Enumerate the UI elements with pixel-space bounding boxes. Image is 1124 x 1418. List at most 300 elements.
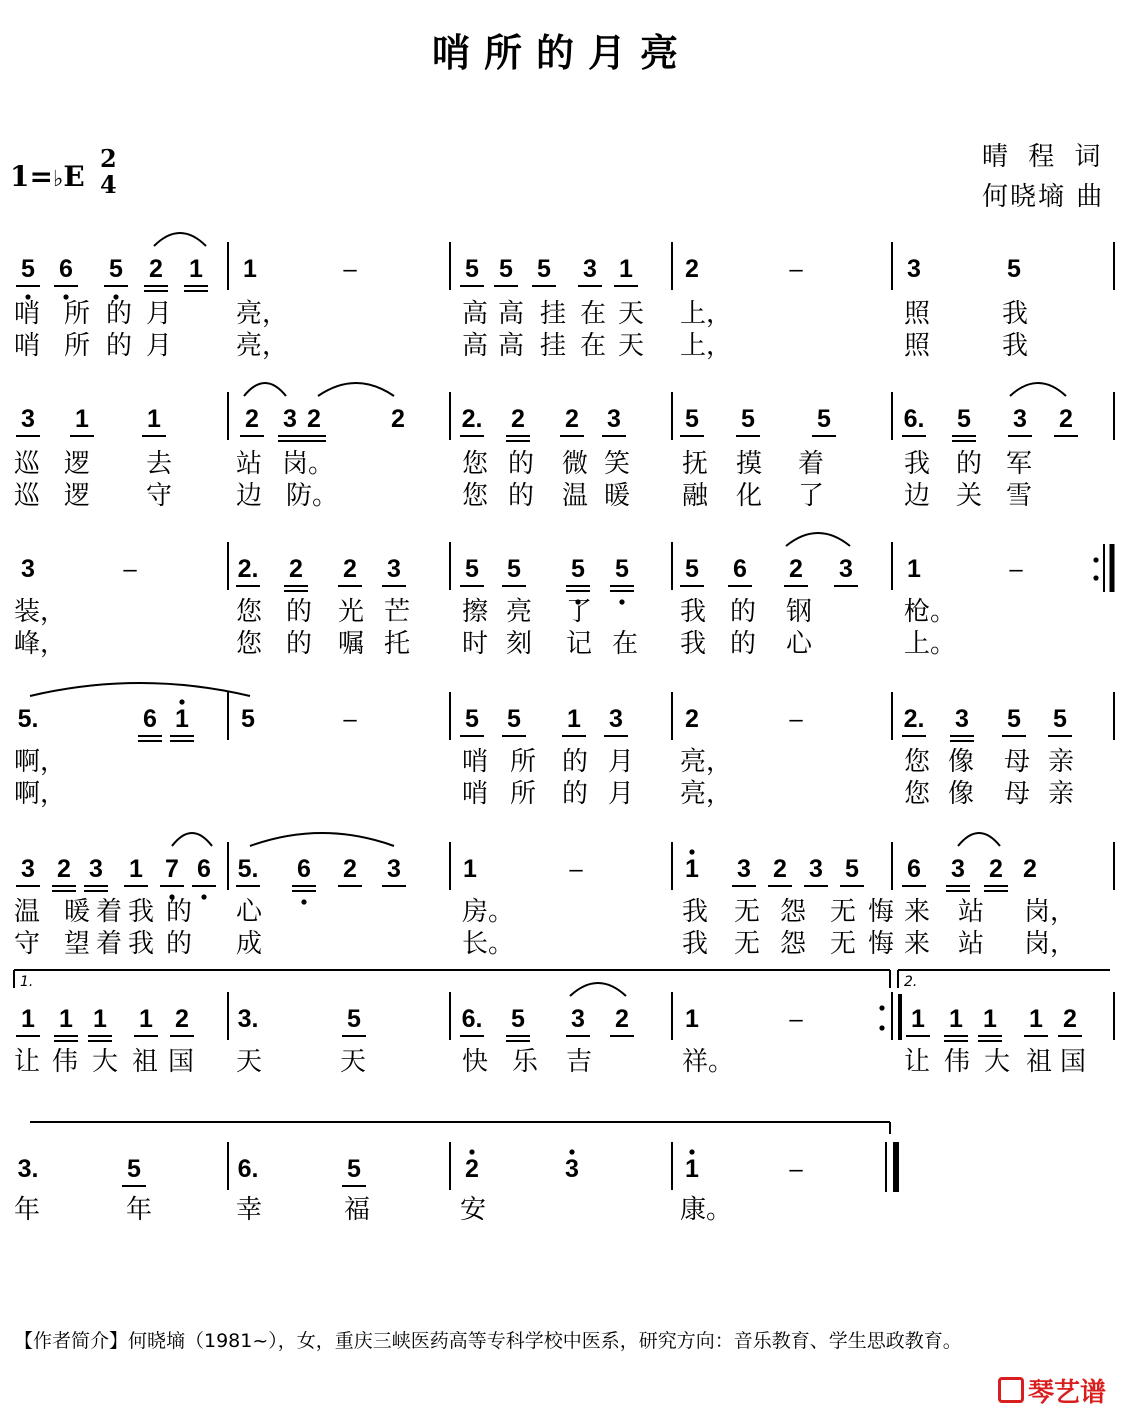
note: 3 [1013,405,1027,433]
lyric-verse-1: 天 [340,1047,367,1077]
note: 2. [903,705,925,733]
note: 2 [511,405,525,433]
lyric-verse-1: 巡 [14,449,41,479]
slur [570,983,626,996]
lyric-verse-1: 的 [562,747,589,777]
lyric-verse-1: 站 [236,449,263,479]
lyric-verse-1: 站 [958,897,985,927]
lyric-verse-2: 月 [146,331,173,361]
note: 5 [957,405,971,433]
dash-sustain: – [569,856,583,883]
note: 5 [1007,705,1021,733]
dash-sustain: – [789,706,803,733]
note: 5 [1053,705,1067,733]
note: 6 [197,855,211,883]
note: 5 [615,555,629,583]
lyric-verse-1: 摸 [736,449,763,479]
lyric-verse-1: 伟 [944,1047,971,1077]
note: 1 [243,255,257,283]
note: 7 [165,855,179,883]
note: 3 [283,405,297,433]
note: 1 [907,555,921,583]
author-footnote: 【作者简介】何晓墒（1981~），女，重庆三峡医药高等专科学校中医系，研究方向：音乐教育、学生思政教育。 [14,1330,962,1352]
lyric-verse-2: 您 [236,629,263,659]
note: 5 [241,705,255,733]
note: 1 [567,705,581,733]
lyric-verse-1: 我 [680,597,707,627]
dash-sustain: – [1009,556,1023,583]
lyric-verse-2: 哨 [462,779,489,809]
lyric-verse-2: 嘱 [338,629,365,659]
note: 3 [809,855,823,883]
lyric-verse-2: 在 [612,629,639,659]
lyric-verse-1: 来 [904,897,931,927]
lyric-verse-2: 了 [798,481,825,511]
note: 5 [347,1005,361,1033]
lyric-verse-2: 来 [904,929,931,959]
note: 1 [685,1155,699,1183]
lyric-verse-2: 逻 [64,481,91,511]
note: 6 [297,855,311,883]
watermark-text: 琴艺谱 [1027,1378,1106,1408]
note: 5 [465,705,479,733]
lyric-verse-2: 在 [580,331,607,361]
note: 6 [733,555,747,583]
slur [786,533,850,546]
lyric-verse-2: 所 [64,331,91,361]
lyric-verse-1: 伟 [52,1047,79,1077]
lyric-verse-2: 哨 [14,331,41,361]
time-signature-bottom: 4 [100,170,117,199]
lyric-verse-1: 大 [92,1047,119,1077]
lyric-verse-2: 边 [904,481,931,511]
lyric-verse-1: 军 [1006,449,1033,479]
note: 2 [175,1005,189,1033]
note: 5 [347,1155,361,1183]
lyric-verse-2: 峰， [14,629,67,659]
note: 1 [983,1005,997,1033]
lyric-verse-2: 时 [462,629,489,659]
note: 1 [59,1005,73,1033]
lyric-verse-1: 心 [236,897,263,927]
lyric-verse-1: 高 [462,299,489,329]
note: 5 [1007,255,1021,283]
lyric-verse-1: 无 [734,897,761,927]
lyric-verse-1: 福 [344,1195,371,1225]
lyric-verse-2: 怨 [780,929,807,959]
dash-sustain: – [789,1006,803,1033]
note: 2 [343,555,357,583]
note: 1 [147,405,161,433]
repeat-dot [1093,557,1098,562]
octave-dot-high [179,699,184,704]
lyric-verse-1: 的 [106,299,133,329]
octave-dot-low [301,899,306,904]
lyric-verse-2: 上。 [904,629,957,659]
note: 2 [307,405,321,433]
note: 6. [461,1005,483,1033]
lyric-verse-1: 哨 [14,299,41,329]
lyric-verse-1: 逻 [64,449,91,479]
note: 2 [343,855,357,883]
lyric-verse-1: 的 [730,597,757,627]
lyric-verse-2: 成 [236,929,263,959]
note: 5 [845,855,859,883]
slur [154,233,206,246]
lyric-verse-1: 祖 [132,1047,159,1077]
note: 2 [615,1005,629,1033]
note: 5 [685,555,699,583]
lyric-verse-1: 的 [286,597,313,627]
page-title: 哨所的月亮 [431,30,692,75]
note: 1 [1029,1005,1043,1033]
note: 3 [607,405,621,433]
note: 3 [955,705,969,733]
lyric-verse-1: 着 [96,897,123,927]
lyric-verse-1: 擦 [462,597,489,627]
octave-dot-high [689,1149,694,1154]
lyric-verse-1: 乐 [512,1047,539,1077]
note: 1 [189,255,203,283]
watermark-logo [998,1372,1106,1409]
lyric-verse-1: 国 [1060,1047,1087,1077]
note: 1 [175,705,189,733]
lyric-verse-1: 岗， [1024,897,1077,927]
note: 2 [1059,405,1073,433]
note: 2 [773,855,787,883]
note: 2 [685,705,699,733]
note: 3 [387,555,401,583]
lyric-verse-2: 无 [734,929,761,959]
note: 5 [109,255,123,283]
lyric-verse-2: 守 [14,929,41,959]
note: 1 [463,855,477,883]
lyric-verse-1: 祥。 [682,1047,735,1077]
note: 3 [737,855,751,883]
note: 3 [387,855,401,883]
note: 5 [127,1155,141,1183]
lyric-verse-2: 化 [736,481,763,511]
note: 6. [237,1155,259,1183]
note: 5 [499,255,513,283]
lyric-verse-1: 怨 [780,897,807,927]
note: 5 [685,405,699,433]
lyricist-credit: 晴 程 词 [982,142,1107,172]
lyric-verse-1: 像 [948,747,975,777]
lyric-verse-2: 雪 [1006,481,1033,511]
note: 3 [21,855,35,883]
lyric-verse-2: 刻 [506,629,533,659]
lyric-verse-1: 亲 [1048,747,1075,777]
lyric-verse-1: 您 [904,747,931,777]
lyric-verse-1: 我 [128,897,155,927]
composer-credit: 何晓墒 曲 [982,182,1105,212]
volta-1-label: 1. [20,974,34,990]
volta-2-label: 2. [904,974,918,990]
note: 1 [619,255,633,283]
lyric-verse-2: 的 [106,331,133,361]
note: 5 [465,255,479,283]
lyric-verse-1: 枪。 [904,597,957,627]
lyric-verse-1: 年 [14,1195,41,1225]
note: 3 [89,855,103,883]
lyric-verse-1: 芒 [384,597,411,627]
lyric-verse-1: 岗。 [282,449,335,479]
lyric-verse-1: 我 [904,449,931,479]
lyric-verse-2: 高 [462,331,489,361]
lyric-verse-2: 的 [166,929,193,959]
lyric-verse-2: 的 [730,629,757,659]
lyric-verse-2: 望 [64,929,91,959]
lyric-verse-1: 挂 [540,299,567,329]
lyric-verse-1: 母 [1004,747,1031,777]
lyric-verse-1: 哨 [462,747,489,777]
note: 5. [237,855,259,883]
slur [318,383,394,396]
lyric-verse-2: 啊， [14,779,67,809]
lyric-verse-1: 年 [126,1195,153,1225]
note: 2 [465,1155,479,1183]
lyric-verse-2: 守 [146,481,173,511]
slur [244,383,286,396]
note: 3 [571,1005,585,1033]
lyric-verse-2: 您 [462,481,489,511]
lyric-verse-2: 像 [948,779,975,809]
lyric-verse-1: 我 [682,897,709,927]
lyric-verse-1: 月 [608,747,635,777]
lyric-verse-2: 着 [96,929,123,959]
octave-dot-low [201,894,206,899]
lyric-verse-1: 我 [1002,299,1029,329]
note: 2 [1023,855,1037,883]
flat-sign: ♭ [52,166,64,192]
lyric-verse-2: 我 [680,629,707,659]
lyric-verse-1: 去 [146,449,173,479]
dash-sustain: – [789,256,803,283]
lyric-verse-2: 高 [498,331,525,361]
lyric-verse-2: 的 [508,481,535,511]
lyric-verse-1: 让 [904,1047,931,1077]
note: 1 [685,855,699,883]
lyric-verse-2: 边 [236,481,263,511]
note: 3. [17,1155,39,1183]
note: 5 [465,555,479,583]
lyric-verse-2: 温 [562,481,589,511]
lyric-verse-1: 上， [680,299,733,329]
lyric-verse-1: 照 [904,299,931,329]
note: 1 [93,1005,107,1033]
lyric-verse-1: 房。 [462,897,515,927]
lyric-verse-1: 的 [166,897,193,927]
lyric-verse-1: 暖 [64,897,91,927]
lyric-verse-1: 亮， [680,747,733,777]
lyric-verse-1: 的 [956,449,983,479]
note: 2 [391,405,405,433]
note: 3 [951,855,965,883]
lyric-verse-2: 亮， [236,331,289,361]
lyric-verse-2: 挂 [540,331,567,361]
note: 2 [565,405,579,433]
note: 1 [139,1005,153,1033]
lyric-verse-2: 上， [680,331,733,361]
octave-dot-high [469,1149,474,1154]
note: 6 [59,255,73,283]
lyric-verse-2: 所 [510,779,537,809]
lyric-verse-1: 钢 [786,597,813,627]
lyric-verse-1: 安 [460,1195,487,1225]
note: 1 [911,1005,925,1033]
logo-icon [998,1377,1024,1403]
lyric-verse-1: 悔 [868,897,895,927]
note: 3 [565,1155,579,1183]
note: 6 [143,705,157,733]
lyric-verse-1: 您 [236,597,263,627]
note: 6. [903,405,925,433]
dash-sustain: – [343,706,357,733]
lyric-verse-1: 快 [462,1047,489,1077]
note: 1 [949,1005,963,1033]
note: 1 [75,405,89,433]
lyric-verse-2: 长。 [462,929,515,959]
lyric-verse-1: 着 [798,449,825,479]
lyric-verse-2: 岗， [1024,929,1077,959]
lyric-verse-2: 我 [682,929,709,959]
note: 5. [17,705,39,733]
lyric-verse-1: 月 [146,299,173,329]
note: 2 [685,255,699,283]
slur [958,833,1000,846]
octave-dot-low [619,599,624,604]
slur [250,833,394,846]
note: 5 [571,555,585,583]
lyric-verse-1: 笑 [604,449,631,479]
lyric-verse-1: 了 [566,597,593,627]
note: 2. [237,555,259,583]
lyric-verse-2: 防。 [286,481,339,511]
lyric-verse-2: 我 [1002,331,1029,361]
note: 5 [817,405,831,433]
lyric-verse-2: 的 [562,779,589,809]
note: 2 [1063,1005,1077,1033]
note: 2 [245,405,259,433]
lyric-verse-1: 您 [462,449,489,479]
lyric-verse-1: 天 [236,1047,263,1077]
octave-dot-high [569,1149,574,1154]
lyric-verse-2: 亲 [1048,779,1075,809]
dash-sustain: – [123,556,137,583]
note: 5 [507,705,521,733]
note: 3 [907,255,921,283]
lyric-verse-1: 所 [64,299,91,329]
note: 2 [989,855,1003,883]
note: 6 [907,855,921,883]
lyric-verse-1: 装， [14,597,67,627]
slur [30,683,250,696]
lyric-verse-2: 站 [958,929,985,959]
slur [172,833,212,846]
lyric-verse-1: 国 [168,1047,195,1077]
lyric-verse-2: 心 [786,629,813,659]
note: 1 [685,1005,699,1033]
note: 3 [839,555,853,583]
lyric-verse-1: 所 [510,747,537,777]
note: 5 [537,255,551,283]
lyric-verse-2: 照 [904,331,931,361]
note: 1 [129,855,143,883]
repeat-dot [879,1025,884,1030]
lyric-verse-2: 母 [1004,779,1031,809]
dash-sustain: – [789,1156,803,1183]
lyric-verse-1: 啊， [14,747,67,777]
note: 3 [609,705,623,733]
note: 2 [57,855,71,883]
octave-dot-high [689,849,694,854]
note: 3. [237,1005,259,1033]
dash-sustain: – [343,256,357,283]
note: 3 [21,555,35,583]
lyric-verse-1: 抚 [682,449,709,479]
key-letter: E [63,160,85,193]
lyric-verse-1: 温 [14,897,41,927]
repeat-dot [1093,575,1098,580]
lyric-verse-2: 关 [956,481,983,511]
lyric-verse-2: 无 [830,929,857,959]
note: 3 [21,405,35,433]
lyric-verse-1: 在 [580,299,607,329]
lyric-verse-1: 祖 [1026,1047,1053,1077]
note: 5 [741,405,755,433]
note: 1 [21,1005,35,1033]
lyric-verse-2: 巡 [14,481,41,511]
lyric-verse-1: 光 [338,597,365,627]
lyric-verse-1: 无 [830,897,857,927]
note: 5 [21,255,35,283]
lyric-verse-1: 让 [14,1047,41,1077]
slur [1010,383,1066,396]
lyric-verse-1: 康。 [680,1195,733,1225]
lyric-verse-2: 我 [128,929,155,959]
lyric-verse-2: 记 [566,629,593,659]
key-prefix: 1= [10,160,53,193]
lyric-verse-1: 吉 [566,1047,593,1077]
lyric-verse-2: 暖 [604,481,631,511]
lyric-verse-2: 亮， [680,779,733,809]
lyric-verse-2: 托 [384,629,411,659]
lyric-verse-1: 天 [618,299,645,329]
lyric-verse-2: 的 [286,629,313,659]
note: 2 [789,555,803,583]
note: 2 [289,555,303,583]
lyric-verse-1: 幸 [236,1195,263,1225]
repeat-dot [879,1005,884,1010]
lyric-verse-2: 月 [608,779,635,809]
lyric-verse-1: 亮 [506,597,533,627]
lyric-verse-1: 微 [562,449,589,479]
note: 5 [507,555,521,583]
lyric-verse-2: 您 [904,779,931,809]
lyric-verse-2: 天 [618,331,645,361]
lyric-verse-1: 大 [984,1047,1011,1077]
note: 2. [461,405,483,433]
note: 2 [149,255,163,283]
note: 5 [511,1005,525,1033]
lyric-verse-2: 融 [682,481,709,511]
lyric-verse-2: 悔 [868,929,895,959]
note: 3 [583,255,597,283]
lyric-verse-1: 的 [508,449,535,479]
lyric-verse-1: 高 [498,299,525,329]
lyric-verse-1: 亮， [236,299,289,329]
